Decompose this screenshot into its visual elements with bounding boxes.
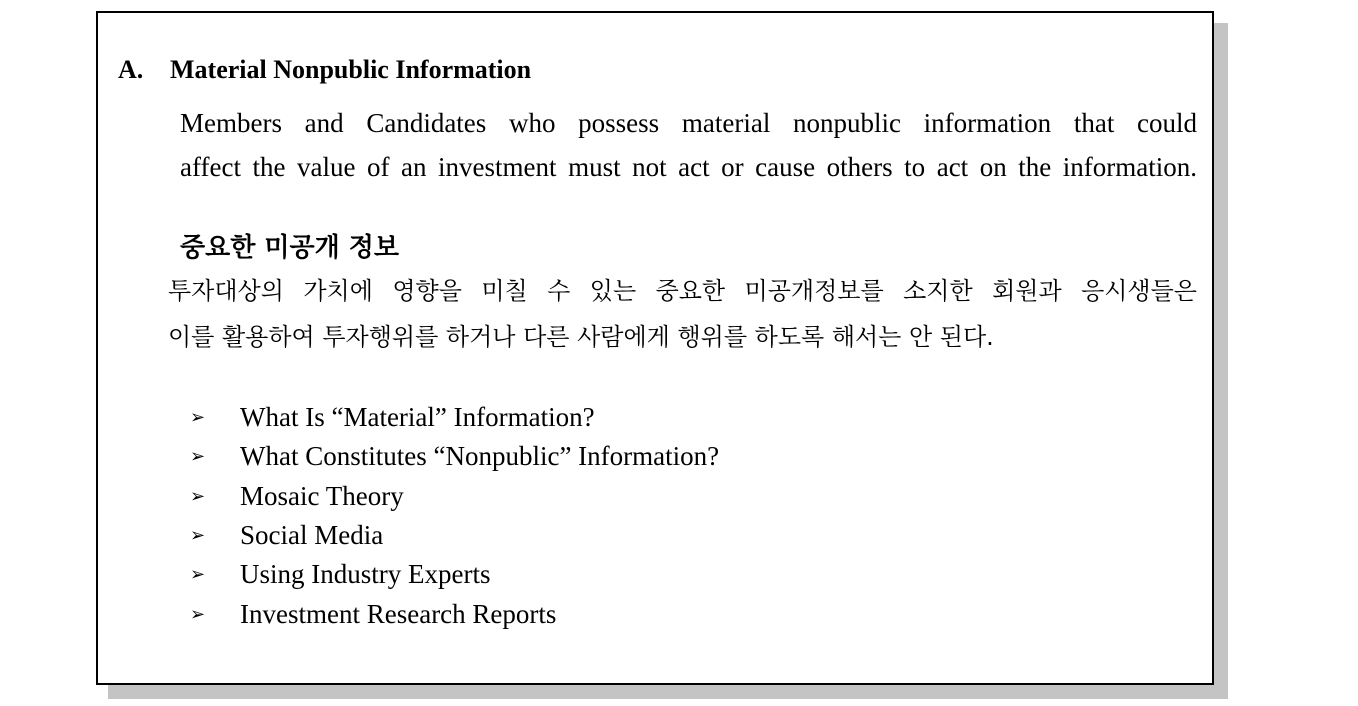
standard-box xyxy=(96,11,1214,685)
arrow-bullet-icon: ➢ xyxy=(190,564,206,585)
topic-label: Investment Research Reports xyxy=(240,598,557,629)
arrow-bullet-icon: ➢ xyxy=(190,525,206,546)
korean-statement-line: 이를 활용하여 투자행위를 하거나 다른 사람에게 행위를 하도록 해서는 안 된다. xyxy=(168,323,994,351)
list-item xyxy=(190,594,719,633)
arrow-bullet-icon: ➢ xyxy=(190,446,206,467)
list-item xyxy=(190,398,719,437)
topic-label: Mosaic Theory xyxy=(240,480,404,511)
korean-title: 중요한 미공개 정보 xyxy=(180,233,400,263)
topic-label: What Is “Material” Information? xyxy=(240,402,595,433)
arrow-bullet-icon: ➢ xyxy=(190,407,206,428)
topic-list xyxy=(190,398,719,634)
korean-statement-line: 투자대상의 가치에 영향을 미칠 수 있는 중요한 미공개정보를 소지한 회원과 응시생들은 xyxy=(168,277,1197,305)
arrow-bullet-icon: ➢ xyxy=(190,485,206,506)
list-item xyxy=(190,516,719,555)
korean-statement xyxy=(168,268,1197,360)
list-item xyxy=(190,477,719,516)
english-statement-line: Members and Candidates who possess material nonpublic information that could xyxy=(180,108,1197,138)
english-statement-line: affect the value of an investment must not act or cause others to act on the information. xyxy=(180,152,1197,182)
arrow-bullet-icon: ➢ xyxy=(190,603,206,624)
section-title: Material Nonpublic Information xyxy=(170,55,532,84)
section-heading xyxy=(118,55,531,85)
section-letter: A. xyxy=(118,55,144,84)
list-item xyxy=(190,437,719,476)
english-statement xyxy=(180,101,1197,189)
list-item xyxy=(190,555,719,594)
topic-label: Social Media xyxy=(240,520,384,551)
topic-label: What Constitutes “Nonpublic” Information? xyxy=(240,441,720,472)
topic-label: Using Industry Experts xyxy=(240,559,491,590)
